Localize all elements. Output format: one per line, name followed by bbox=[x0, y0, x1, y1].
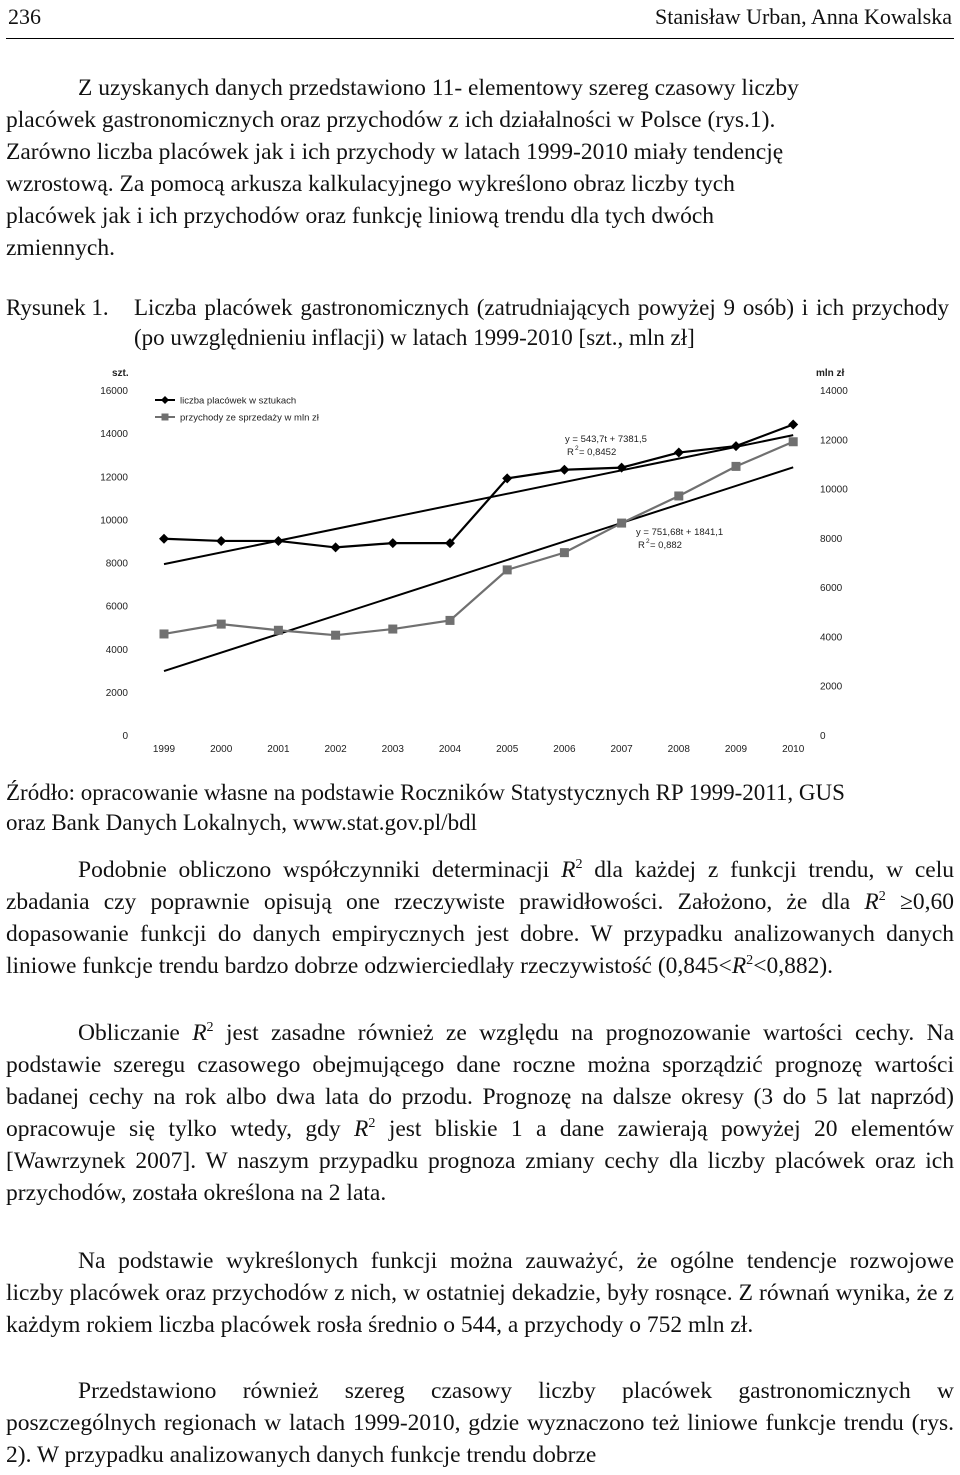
text-run: Obliczanie bbox=[78, 1020, 193, 1046]
data-point-count bbox=[216, 536, 226, 546]
legend-marker-square bbox=[162, 414, 169, 421]
figure-label: Rysunek 1. bbox=[6, 295, 109, 320]
x-tick-label: 2000 bbox=[210, 744, 233, 755]
intro-line: Zarówno liczba placówek jak i ich przychody w latach 1999-2010 miały tendencję bbox=[6, 139, 784, 165]
running-head-authors: Stanisław Urban, Anna Kowalska bbox=[655, 4, 952, 29]
trend-r2-value: = 0,8452 bbox=[579, 447, 617, 458]
x-tick-label: 2003 bbox=[381, 744, 404, 755]
legend-label: przychody ze sprzedaży w mln zł bbox=[180, 412, 319, 424]
left-tick-label: 6000 bbox=[105, 601, 128, 613]
left-tick-label: 14000 bbox=[100, 429, 128, 441]
data-point-revenue bbox=[674, 491, 683, 500]
x-tick-label: 2006 bbox=[553, 744, 576, 755]
data-point-revenue bbox=[789, 437, 798, 446]
right-tick-label: 14000 bbox=[820, 386, 848, 397]
x-tick-label: 1999 bbox=[152, 744, 176, 755]
figure-caption-text: Liczba placówek gastronomicznych (zatrudniających powyżej 9 osób) i ich przychody (po uwzględnieniu inflacji) w latach 1999-2010 [szt., mln zł] bbox=[134, 295, 949, 350]
data-point-revenue bbox=[160, 629, 169, 638]
left-axis-unit: szt. bbox=[112, 368, 129, 379]
left-tick-label: 12000 bbox=[100, 472, 128, 484]
math-symbol: R bbox=[731, 953, 747, 979]
data-point-revenue bbox=[503, 565, 512, 574]
data-point-revenue bbox=[617, 519, 626, 528]
data-point-count bbox=[559, 465, 569, 475]
left-tick-label: 10000 bbox=[100, 515, 128, 527]
text-run: jest zasadne również ze względu na prognozowanie wartości cechy. Na podstawie szeregu czasowego obejmującego dane roczne można sporządzić prognozę wartości badanej cechy na rok albo dwa lata do przodu. Prognozę na dalsze okresy (3 do 5 lat naprzód) opracowuje się tylko wtedy, gdy bbox=[6, 1020, 955, 1142]
trend-equation: y = 543,7t + 7381,5 bbox=[565, 434, 647, 445]
figure-caption bbox=[6, 293, 954, 353]
x-tick-label: 2007 bbox=[610, 744, 633, 755]
body-paragraph-4: Przedstawiono również szereg czasowy liczby placówek gastronomicznych w poszczególnych regionach w latach 1999-2010, gdzie wyznaczono też liniowe funkcje trendu (rys. 2). W przypadku analizowanych danych funkcje trendu dobrze bbox=[6, 1378, 954, 1468]
right-tick-label: 4000 bbox=[820, 632, 843, 644]
intro-line: wzrostową. Za pomocą arkusza kalkulacyjnego wykreślono obraz liczby tych bbox=[6, 171, 735, 197]
text-run: ≥0,60 dopasowanie funkcji do danych empirycznych jest dobre. W przypadku analizowanych danych liniowe funkcje trendu bardzo dobrze odzwierciedlały rzeczywistość (0,845< bbox=[6, 889, 954, 979]
legend-label: liczba placówek w sztukach bbox=[180, 395, 297, 407]
page-number: 236 bbox=[8, 4, 41, 29]
source-line: oraz Bank Danych Lokalnych, www.stat.gov.pl/bdl bbox=[6, 810, 477, 835]
text-run: Podobnie obliczono współczynniki determinacji bbox=[78, 857, 562, 883]
source-line: Źródło: opracowanie własne na podstawie Roczników Statystycznych RP 1999-2011, GUS bbox=[6, 780, 845, 805]
data-point-count bbox=[331, 542, 341, 552]
right-tick-label: 0 bbox=[820, 731, 826, 742]
data-point-revenue bbox=[388, 625, 397, 634]
trend-r2-value: = 0,882 bbox=[650, 540, 682, 551]
series-line-revenue bbox=[164, 442, 793, 635]
trendline-count bbox=[164, 435, 793, 564]
figure-source bbox=[6, 778, 954, 838]
data-point-revenue bbox=[446, 616, 455, 625]
x-tick-label: 2005 bbox=[496, 744, 519, 755]
superscript: 2 bbox=[368, 1115, 376, 1132]
math-symbol: R bbox=[864, 889, 879, 915]
right-axis-unit: mln zł bbox=[816, 368, 845, 379]
trendline-revenue bbox=[164, 467, 793, 671]
superscript: 2 bbox=[206, 1019, 214, 1036]
data-point-revenue bbox=[274, 626, 283, 635]
body-paragraph-1 bbox=[6, 854, 954, 982]
text-run: dla każdej z funkcji trendu, w celu zbadania czy poprawnie opisują one rzeczywiste prawidłowości. Założono, że dla bbox=[6, 857, 954, 915]
math-symbol: R bbox=[354, 1116, 369, 1142]
superscript: 2 bbox=[746, 952, 754, 969]
text-run: jest bliskie 1 a dane zawierają powyżej 20 elementów [Wawrzynek 2007]. W naszym przypadku prognoza zmiany cechy dla liczby placówek oraz ich przychodów, została określona na 2 lata. bbox=[6, 1116, 954, 1206]
trend-r2-exponent: 2 bbox=[646, 538, 650, 545]
math-symbol: R bbox=[192, 1020, 207, 1046]
data-point-revenue bbox=[560, 548, 569, 557]
right-tick-label: 6000 bbox=[820, 583, 843, 595]
data-point-revenue bbox=[217, 620, 226, 629]
data-point-count bbox=[388, 538, 398, 548]
data-point-count bbox=[674, 448, 684, 458]
left-tick-label: 8000 bbox=[105, 558, 128, 570]
left-tick-label: 4000 bbox=[105, 644, 128, 656]
trend-equation: y = 751,68t + 1841,1 bbox=[636, 527, 724, 538]
right-tick-label: 2000 bbox=[820, 681, 843, 693]
right-tick-label: 8000 bbox=[820, 533, 843, 545]
x-tick-label: 2002 bbox=[324, 744, 347, 755]
page-header bbox=[6, 0, 954, 39]
x-tick-label: 2010 bbox=[782, 744, 805, 755]
intro-paragraph bbox=[6, 72, 954, 264]
right-tick-label: 12000 bbox=[820, 435, 848, 447]
x-tick-label: 2004 bbox=[438, 744, 462, 755]
trend-r2-label: R bbox=[638, 540, 645, 551]
data-point-count bbox=[159, 534, 169, 544]
data-point-count bbox=[788, 420, 798, 430]
data-point-revenue bbox=[732, 462, 741, 471]
right-tick-label: 10000 bbox=[820, 484, 848, 496]
legend-marker-diamond bbox=[161, 396, 169, 404]
trend-r2-exponent: 2 bbox=[575, 445, 579, 452]
data-point-count bbox=[731, 441, 741, 451]
left-tick-label: 0 bbox=[122, 731, 128, 742]
math-symbol: R bbox=[561, 857, 576, 883]
intro-line: zmiennych. bbox=[6, 235, 115, 261]
trend-r2-label: R bbox=[567, 447, 574, 458]
body-paragraph-3: Na podstawie wykreślonych funkcji można zauważyć, że ogólne tendencje rozwojowe liczby placówek oraz przychodów z nich, w ostatniej dekadzie, były rosnące. Z równań wynika, że z każdym rokiem liczba placówek rosła średnio o 544, a przychody o 752 mln zł. bbox=[6, 1248, 954, 1338]
text-run: <0,882). bbox=[753, 953, 834, 979]
superscript: 2 bbox=[878, 888, 886, 905]
left-tick-label: 16000 bbox=[100, 386, 128, 397]
intro-line: placówek jak i ich przychodów oraz funkcję liniową trendu dla tych dwóch bbox=[6, 203, 715, 229]
data-point-revenue bbox=[331, 631, 340, 640]
x-tick-label: 2009 bbox=[724, 744, 748, 755]
intro-line: placówek gastronomicznych oraz przychodów z ich działalności w Polsce (rys.1). bbox=[6, 107, 776, 133]
x-tick-label: 2008 bbox=[667, 744, 690, 755]
body-paragraph-2 bbox=[6, 1017, 954, 1209]
left-tick-label: 2000 bbox=[105, 687, 128, 699]
intro-line: Z uzyskanych danych przedstawiono 11- elementowy szereg czasowy liczby bbox=[78, 75, 799, 101]
figure-1-chart bbox=[0, 360, 960, 765]
superscript: 2 bbox=[575, 856, 583, 873]
x-tick-label: 2001 bbox=[267, 744, 290, 755]
data-point-count bbox=[273, 536, 283, 546]
